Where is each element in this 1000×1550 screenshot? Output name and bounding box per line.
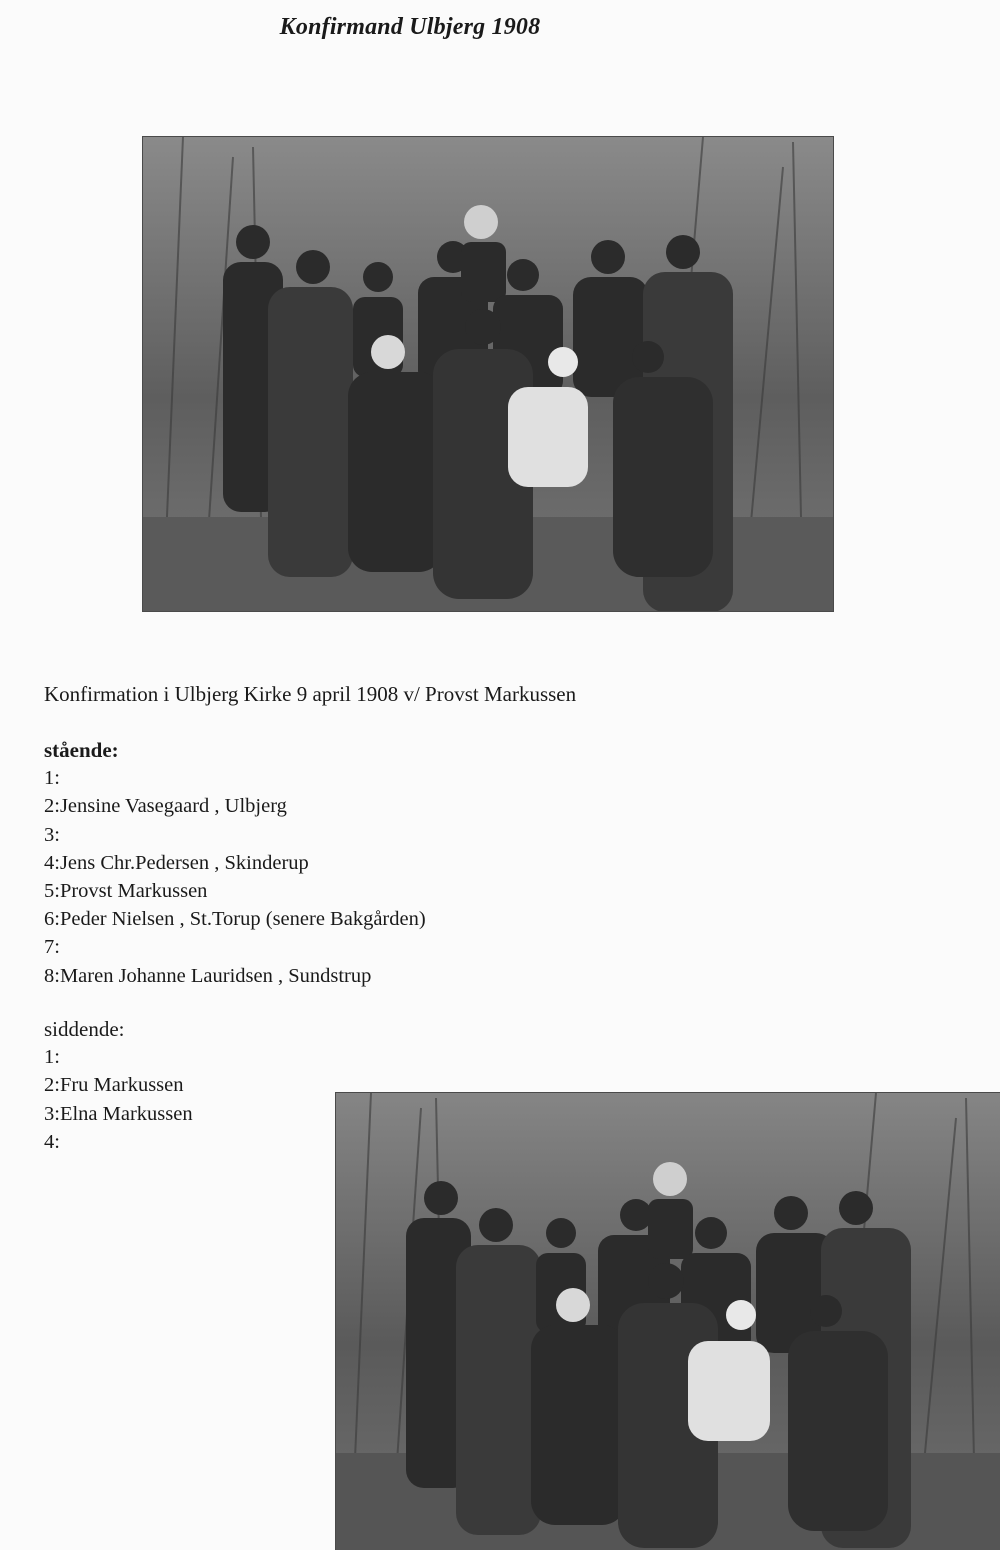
list-item: 5:Provst Markussen — [44, 880, 208, 903]
list-item: 2:Fru Markussen — [44, 1074, 184, 1097]
list-item: 8:Maren Johanne Lauridsen , Sundstrup — [44, 964, 372, 987]
list-item: 1: — [44, 1046, 60, 1069]
group-photo-bottom — [336, 1093, 1000, 1550]
list-item: 4:Jens Chr.Pedersen , Skinderup — [44, 851, 309, 874]
standing-heading: stående: — [44, 738, 119, 762]
list-item: 4: — [44, 1130, 60, 1153]
list-item: 3:Elna Markussen — [44, 1102, 193, 1125]
list-item: 7: — [44, 936, 60, 959]
list-item: 1: — [44, 767, 60, 790]
page-title: Konfirmand Ulbjerg 1908 — [279, 14, 541, 40]
photo-icon — [143, 137, 833, 611]
standing-list — [44, 736, 426, 990]
list-item: 2:Jensine Vasegaard , Ulbjerg — [44, 795, 287, 818]
list-item: 6:Peder Nielsen , St.Torup (senere Bakgården) — [44, 908, 426, 931]
group-photo-top — [143, 137, 833, 611]
seated-heading: siddende: — [44, 1017, 125, 1041]
seated-list — [44, 1015, 193, 1156]
photo-caption: Konfirmation i Ulbjerg Kirke 9 april 1908 v/ Provst Markussen — [44, 682, 577, 706]
list-item: 3: — [44, 823, 60, 846]
photo-icon — [336, 1093, 1000, 1550]
